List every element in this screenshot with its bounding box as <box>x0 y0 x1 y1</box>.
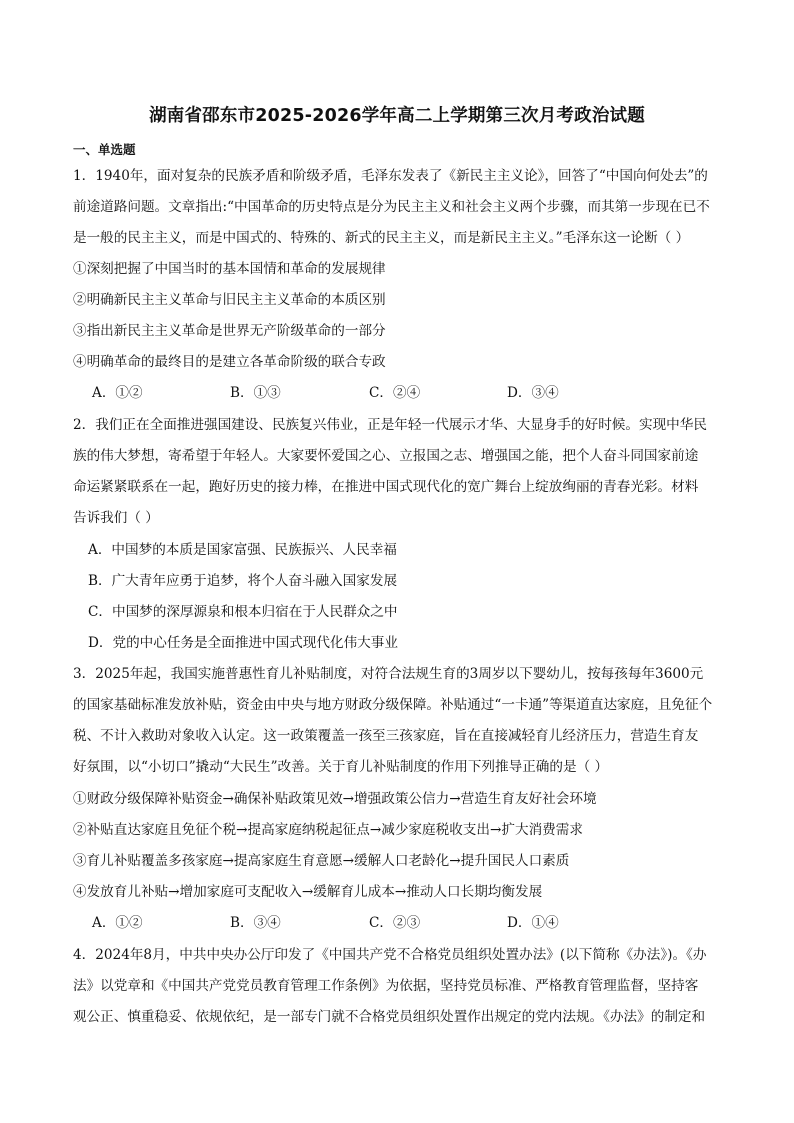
q3-statement: ②补贴直达家庭且免征个税→提高家庭纳税起征点→减少家庭税收支出→扩大消费需求 <box>73 822 583 838</box>
q3-stem-line: 税、不计入救助对象收入认定。这一政策覆盖一孩至三孩家庭，旨在直接减轻育儿经济压力，营造生育友 <box>73 728 699 744</box>
q1-option-d[interactable]: D．③④ <box>507 385 559 401</box>
q1-option-b[interactable]: B．①③ <box>230 385 281 401</box>
q2-stem-line: 命运紧紧联系在一起，跑好历史的接力棒，在推进中国式现代化的宽广舞台上绽放绚丽的青春光彩。材料 <box>73 479 699 495</box>
q1-statement: ④明确革命的最终目的是建立各革命阶级的联合专政 <box>73 354 386 370</box>
q3-statement: ④发放育儿补贴→增加家庭可支配收入→缓解育儿成本→推动人口长期均衡发展 <box>73 884 543 900</box>
q2-option-b[interactable]: B．广大青年应勇于追梦，将个人奋斗融入国家发展 <box>88 573 398 589</box>
page-title: 湖南省邵东市2025-2026学年高二上学期第三次月考政治试题 <box>149 106 645 126</box>
q3-option-a[interactable]: A．①② <box>92 915 143 931</box>
q3-options <box>92 911 645 931</box>
q1-option-c[interactable]: C．②④ <box>369 385 421 401</box>
q2-stem-line: 族的伟大梦想，寄希望于年轻人。大家要怀爱国之心、立报国之志、增强国之能，把个人奋斗同国家前途 <box>73 448 699 464</box>
q2-option-d[interactable]: D．党的中心任务是全面推进中国式现代化伟大事业 <box>88 635 398 651</box>
q2-option-a[interactable]: A．中国梦的本质是国家富强、民族振兴、人民幸福 <box>88 542 397 558</box>
q2-stem-line: 2．我们正在全面推进强国建设、民族复兴伟业，正是年轻一代展示才华、大显身手的好时候。实现中华民 <box>73 417 707 433</box>
section-heading: 一、单选题 <box>73 142 136 157</box>
q4-stem-line: 法》以党章和《中国共产党党员教育管理工作条例》为依据，坚持党员标准、严格教育管理监督，坚持客 <box>73 978 699 994</box>
q3-statement: ①财政分级保障补贴资金→确保补贴政策见效→增强政策公信力→营造生育友好社会环境 <box>73 791 597 807</box>
q3-statement: ③育儿补贴覆盖多孩家庭→提高家庭生育意愿→缓解人口老龄化→提升国民人口素质 <box>73 853 570 869</box>
q3-stem-line: 3．2025年起，我国实施普惠性育儿补贴制度，对符合法规生育的3周岁以下婴幼儿，按每孩每年3600元 <box>73 666 704 682</box>
q1-statement: ①深刻把握了中国当时的基本国情和革命的发展规律 <box>73 261 386 277</box>
q3-option-c[interactable]: C．②③ <box>369 915 421 931</box>
q4-stem-line: 观公正、慎重稳妥、依规依纪，是一部专门就不合格党员组织处置作出规定的党内法规。《办法》的制定和 <box>73 1009 706 1025</box>
q3-stem-line: 的国家基础标准发放补贴，资金由中央与地方财政分级保障。补贴通过“一卡通”等渠道直达家庭，且免征个 <box>73 697 713 713</box>
q1-options <box>92 381 645 401</box>
q3-option-b[interactable]: B．③④ <box>230 915 281 931</box>
q2-stem-line: 告诉我们（ ） <box>73 510 159 526</box>
q3-option-d[interactable]: D．①④ <box>507 915 559 931</box>
q3-stem-line: 好氛围，以“小切口”撬动“大民生”改善。关于育儿补贴制度的作用下列推导正确的是（ ） <box>73 759 609 775</box>
q1-option-a[interactable]: A．①② <box>92 385 143 401</box>
q1-stem-line: 1．1940年，面对复杂的民族矛盾和阶级矛盾，毛泽东发表了《新民主主义论》，回答了“中国向何处去”的 <box>73 168 708 184</box>
q1-statement: ③指出新民主主义革命是世界无产阶级革命的一部分 <box>73 323 386 339</box>
q1-statement: ②明确新民主主义革命与旧民主主义革命的本质区别 <box>73 292 386 308</box>
q1-stem-line: 是一般的民主主义，而是中国式的、特殊的、新式的民主主义，而是新民主主义。”毛泽东这一论断（ ） <box>73 230 690 246</box>
q2-option-c[interactable]: C．中国梦的深厚源泉和根本归宿在于人民群众之中 <box>88 604 398 620</box>
q1-stem-line: 前途道路问题。文章指出:“中国革命的历史特点是分为民主主义和社会主义两个步骤，而其第一步现在已不 <box>73 199 710 215</box>
q4-stem-line: 4．2024年8月，中共中央办公厅印发了《中国共产党不合格党员组织处置办法》(以下简称《办法》)。《办 <box>73 947 707 963</box>
